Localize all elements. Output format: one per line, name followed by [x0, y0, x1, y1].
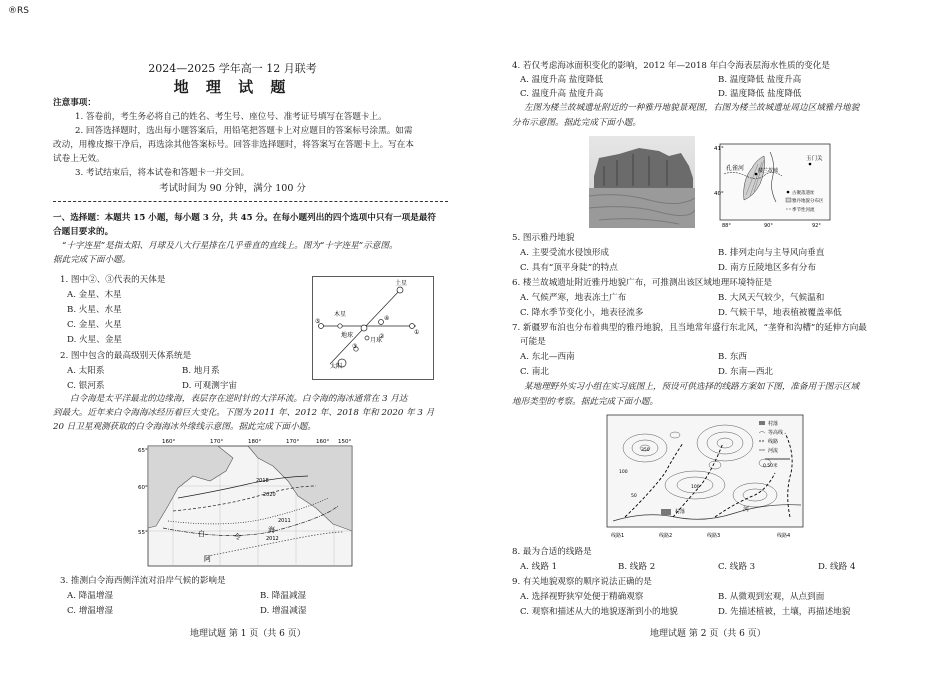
intro-text: 左图为楼兰故城遗址附近的一种雅丹地貌景观图，右图为楼兰故城遗址周边区域雅丹地貌 — [524, 103, 860, 113]
notice-line: 1. 答卷前，考生务必将自己的姓名、考生号、座位号、准考证号填写在答题卡上。 — [75, 112, 387, 122]
intro-text: 据此完成下面小题。 — [53, 255, 131, 265]
intro-text: 分布示意图。据此完成下面小题。 — [512, 118, 641, 128]
q5-stem: 5. 图示雅丹地貌 — [512, 233, 575, 243]
q4-stem: 4. 若仅考虑海冰面积变化的影响，2012 年—2018 年白令海表层海水性质的变化是 — [512, 61, 830, 71]
bering-sea-map — [138, 436, 358, 570]
planet-1-label: ① — [414, 329, 420, 336]
place-label: 阿 — [204, 555, 211, 563]
sun-label: 太阳 — [330, 363, 343, 370]
exam-title: 地 理 试 题 — [173, 78, 292, 96]
q8-option-c[interactable]: C. 线路 3 — [718, 562, 756, 572]
q8-option-d[interactable]: D. 线路 4 — [818, 562, 856, 572]
year-label: 2020 — [263, 492, 276, 498]
route-label: 线路3 — [707, 533, 721, 539]
q1-stem: 1. 图中②、③代表的天体是 — [60, 275, 166, 285]
yardang-photo — [589, 136, 695, 228]
notice-title: 注意事项： — [53, 98, 96, 108]
saturn-body — [397, 287, 403, 293]
q3-option-c[interactable]: C. 增温增湿 — [67, 606, 114, 616]
q7-option-b[interactable]: B. 东西 — [718, 352, 747, 362]
q2-option-a[interactable]: A. 太阳系 — [67, 366, 105, 376]
intro-text: 到最大。近年来白令海海冰经历着巨大变化。下图为 2011 年、2012 年、2018 年和 2020 年 3 月 — [53, 408, 435, 418]
q3-option-d[interactable]: D. 增温减湿 — [260, 606, 307, 616]
q6-option-d[interactable]: D. 气候干旱，地表植被覆盖率低 — [718, 308, 842, 318]
corner-mark: ®RS — [8, 6, 29, 16]
q3-option-b[interactable]: B. 降温减湿 — [260, 591, 307, 601]
year-label: 2011 — [278, 518, 291, 524]
planet-1-body — [410, 324, 415, 329]
q1-option-b[interactable]: B. 火星、水星 — [67, 305, 122, 315]
q6-option-a[interactable]: A. 气候严寒，地表冻土广布 — [520, 293, 627, 303]
planet-3-label: ③ — [352, 343, 358, 350]
route-label: 线路4 — [777, 533, 791, 539]
contour-value: 50 — [631, 494, 637, 499]
q7-option-d[interactable]: D. 东南—西北 — [718, 367, 774, 377]
sea-label: 海 — [268, 526, 275, 534]
sea-label: 令 — [234, 533, 241, 541]
lat-label: 41° — [714, 146, 724, 152]
q2-option-d[interactable]: D. 可观测宇宙 — [182, 381, 238, 391]
legend-item: 雅丹地貌分布区 — [792, 199, 824, 204]
q5-option-c[interactable]: C. 具有“顶平身陡”的特点 — [520, 263, 618, 273]
q6-option-c[interactable]: C. 降水季节变化小，地表径流多 — [520, 308, 644, 318]
q1-option-d[interactable]: D. 火星、金星 — [67, 335, 123, 345]
contour-value: 350 — [641, 448, 650, 453]
scale-bar: 0 50米 — [763, 464, 778, 469]
earth-body — [361, 325, 367, 331]
place-label: 孔雀河 — [726, 165, 745, 172]
intro-text: 某地理野外实习小组在实习底图上，预设可供选择的线路方案如下图，准备用于图示区域 — [524, 382, 860, 392]
q7-option-a[interactable]: A. 东北—西南 — [520, 352, 575, 362]
planet-4-body — [379, 320, 384, 325]
notice-line: 3. 考试结束后，将本试卷和答题卡一并交回。 — [75, 168, 250, 178]
section-title: 一、选择题：本题共 15 小题，每小题 3 分，共 45 分。在每小题列出的四个选项中只有一项是最符 — [53, 213, 437, 223]
notice-line: 2. 回答选择题时，选出每小题答案后，用铅笔把答题卡上对应题目的答案标号涂黑。如需 — [75, 126, 413, 136]
lat-label: 55° — [138, 530, 148, 536]
q8-option-b[interactable]: B. 线路 2 — [618, 562, 656, 572]
q2-option-c[interactable]: C. 银河系 — [67, 381, 105, 391]
settlement-site — [755, 173, 758, 176]
q1-option-c[interactable]: C. 金星、火星 — [67, 320, 122, 330]
q3-option-a[interactable]: A. 降温增湿 — [67, 591, 114, 601]
lon-label: 150° — [338, 439, 352, 445]
sea-label: 白 — [198, 530, 205, 538]
village-block — [661, 509, 671, 515]
year-label: 2012 — [266, 536, 279, 542]
legend-item: 古聚落遗址 — [792, 191, 815, 196]
q5-option-a[interactable]: A. 主要受流水侵蚀形成 — [520, 248, 610, 258]
q5-option-b[interactable]: B. 排列走向与主导风向垂直 — [718, 248, 825, 258]
q5-option-d[interactable]: D. 南方丘陵地区多有分布 — [718, 263, 816, 273]
right-page — [478, 0, 943, 673]
lat-label: 60° — [138, 485, 148, 491]
legend-item: 村落 — [768, 421, 779, 427]
intro-text: 白令海是太平洋最北的边缘海，表层存在逆时针的大洋环流。白令海的海冰通常在 3 月达 — [70, 394, 408, 404]
lon-label: 92° — [812, 223, 821, 228]
registered-icon: ® — [8, 6, 17, 16]
intro-text: 地形类型的考察。据此完成下面小题。 — [512, 397, 659, 407]
page-footer: 地理试题 第 1 页（共 6 页） — [190, 629, 306, 639]
q9-option-b[interactable]: B. 从微观到宏观，从点到面 — [718, 592, 825, 602]
q8-option-a[interactable]: A. 线路 1 — [520, 562, 558, 572]
mars-label: 木星 — [334, 311, 347, 318]
lon-label: 170° — [210, 439, 224, 445]
cross-alignment-figure — [312, 276, 434, 380]
ground — [589, 188, 695, 228]
saturn-label: 土星 — [395, 280, 408, 287]
place-label: 河 — [743, 506, 750, 513]
legend-item: 河流 — [768, 448, 779, 454]
intro-text: 20 日卫星观测获取的白令海海冰外缘线示意图。据此完成下面小题。 — [53, 422, 316, 432]
mars-body — [338, 324, 342, 328]
planet-4-label: ④ — [384, 315, 390, 322]
q7-stem: 7. 新疆罗布泊也分布着典型的雅丹地貌，且当地常年盛行东北风，“垄脊和沟槽”的延伸方向最 — [512, 323, 867, 333]
q3-stem: 3. 推测白令海西侧洋流对沿岸气候的影响是 — [60, 576, 226, 586]
lon-label: 180° — [248, 439, 262, 445]
q9-stem: 9. 有关地貌观察的顺序说法正确的是 — [512, 577, 652, 587]
q9-option-c[interactable]: C. 观察和描述从大的地貌逐渐到小的地貌 — [520, 607, 678, 617]
q2-option-b[interactable]: B. 地月系 — [182, 366, 220, 376]
q4-option-c[interactable]: C. 温度升高 盐度升高 — [520, 89, 604, 99]
q8-stem: 8. 最为合适的线路是 — [512, 547, 592, 557]
route-topo-map — [605, 413, 813, 541]
place-label: 玉门关 — [806, 156, 823, 162]
lon-label: 160° — [162, 439, 176, 445]
q4-option-d[interactable]: D. 温度降低 盐度降低 — [718, 89, 802, 99]
planet-5-label: ⑤ — [315, 318, 321, 325]
route-label: 线路1 — [611, 533, 625, 539]
route-label: 线路2 — [659, 533, 673, 539]
q7-option-c[interactable]: C. 南北 — [520, 367, 549, 377]
notice-line: 试卷上无效。 — [53, 154, 105, 164]
q7-stem: 可能是 — [520, 337, 546, 347]
place-label: 村落 — [675, 509, 686, 515]
time-line: 考试时间为 90 分钟，满分 100 分 — [159, 183, 306, 194]
moon-label: 月球 — [370, 337, 383, 344]
legend-item: 等高线 — [768, 430, 784, 436]
q2-stem: 2. 图中包含的最高级别天体系统是 — [60, 351, 192, 361]
settlement-site — [809, 163, 812, 166]
contour-value: 100 — [691, 485, 700, 490]
intro-text: “十字连星”是指太阳、月球及八大行星排在几乎垂直的直线上。图为“十字连星”示意图。 — [62, 241, 398, 251]
year-label: 2018 — [256, 478, 269, 484]
lat-label: 65° — [138, 448, 148, 454]
lon-label: 90° — [764, 223, 773, 228]
divider — [53, 201, 448, 202]
q9-option-a[interactable]: A. 选择视野狭窄处便于精确观察 — [520, 592, 644, 602]
q4-option-b[interactable]: B. 温度降低 盐度升高 — [718, 75, 802, 85]
place-label: 楼兰故城 — [758, 168, 779, 174]
left-page — [0, 0, 465, 673]
loulan-map — [714, 140, 834, 228]
q1-option-a[interactable]: A. 金星、木星 — [67, 290, 122, 300]
q6-stem: 6. 楼兰故城遗址附近雅丹地貌广布，可推测出该区域地理环境特征是 — [512, 278, 773, 288]
notice-line: 改动，用橡皮擦干净后，再选涂其他答案标号。回答非选择题时，将答案写在答题卡上。写在本 — [53, 140, 414, 150]
lon-label: 170° — [286, 439, 300, 445]
q9-option-d[interactable]: D. 先描述植被，土壤，再描述地貌 — [718, 607, 851, 617]
earth-label: 地球 — [341, 332, 354, 339]
q4-option-a[interactable]: A. 温度升高 盐度降低 — [520, 75, 604, 85]
lon-label: 88° — [722, 223, 731, 228]
legend-item: 线路 — [768, 439, 779, 445]
lon-label: 160° — [316, 439, 330, 445]
legend-item: 季节性河流 — [792, 208, 815, 213]
section-title: 合题目要求的。 — [53, 227, 114, 237]
q6-option-b[interactable]: B. 大风天气较少，气候温和 — [718, 293, 825, 303]
lat-label: 40° — [714, 191, 724, 197]
exam-header-line: 2024—2025 学年高一 12 月联考 — [148, 62, 317, 75]
moon-body — [365, 336, 369, 340]
page-footer: 地理试题 第 2 页（共 6 页） — [650, 629, 766, 639]
contour-value: 100 — [619, 470, 628, 475]
planet-2-label: ② — [379, 333, 385, 340]
